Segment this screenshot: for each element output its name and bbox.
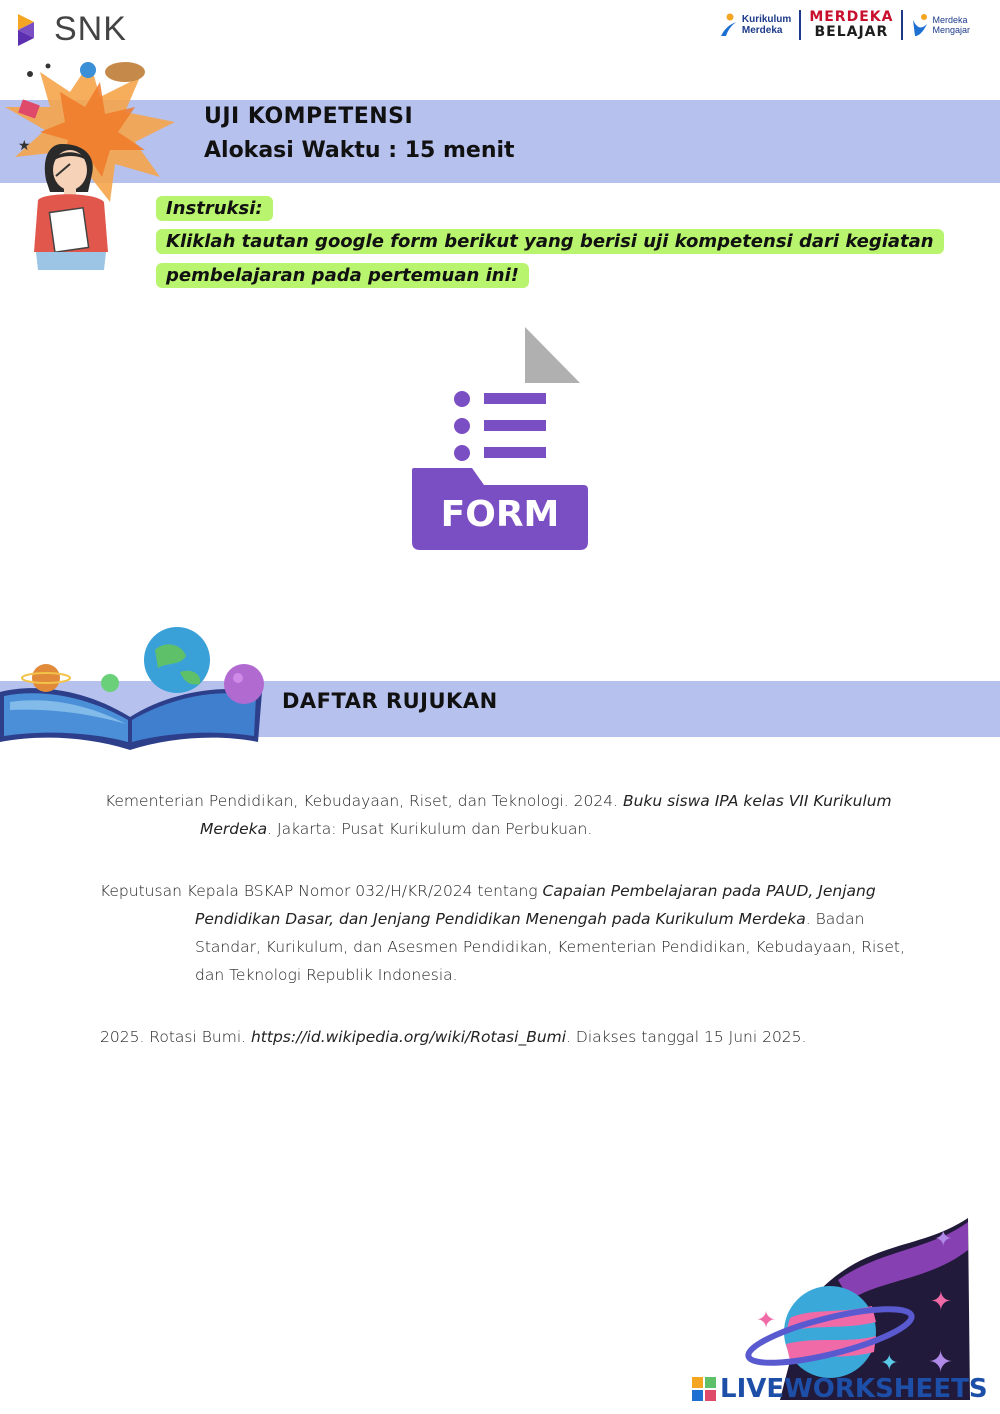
- reference-item: Keputusan Kepala BSKAP Nomor 032/H/KR/2024 tentang Capaian Pembelajaran pada PAUD, Jenjang Pendidikan Dasar, dan Jenjang Pendidikan Menengah pada Kurikulum Merdeka. Badan Standar, Kurikulum, dan Asesmen Pendidikan, Kementerian Pendidikan, Kebudayaan, Riset, dan Teknologi Republik Indonesia.: [100, 882, 905, 984]
- kurikulum-merdeka-logo: Kurikulum Merdeka: [718, 12, 791, 38]
- space-planet-illustration: [720, 1210, 980, 1400]
- svg-text:✦: ✦: [930, 1287, 952, 1317]
- references-title: DAFTAR RUJUKAN: [282, 689, 498, 713]
- reference-item: 2025. Rotasi Bumi. https://id.wikipedia.org/wiki/Rotasi_Bumi. Diakses tanggal 15 Juni 2025.: [100, 1028, 807, 1046]
- header-logos: [718, 6, 970, 44]
- merdeka-mengajar-icon: [911, 12, 929, 38]
- merdeka-belajar-logo: MERDEKA BELAJAR: [809, 9, 894, 40]
- page-title: UJI KOMPETENSI: [204, 104, 414, 129]
- svg-text:✦: ✦: [756, 1306, 777, 1334]
- reference-url[interactable]: https://id.wikipedia.org/wiki/Rotasi_Bumi: [250, 1028, 567, 1046]
- instruction-text-line1: Kliklah tautan google form berikut yang berisi uji kompetensi dari kegiatan: [156, 229, 944, 254]
- liveworksheets-icon: [692, 1377, 716, 1401]
- merdeka-mengajar-logo: Merdeka Mengajar: [911, 12, 970, 38]
- form-label: FORM: [440, 494, 560, 535]
- svg-text:✦: ✦: [934, 1227, 953, 1252]
- snk-logo: [14, 6, 134, 52]
- svg-text:✦: ✦: [928, 1345, 954, 1380]
- kurikulum-merdeka-icon: [718, 12, 738, 38]
- snk-logo-text: SNK: [54, 9, 127, 48]
- logo-separator: [799, 10, 801, 40]
- open-book-planets-illustration: [0, 622, 275, 752]
- instruction-label: Instruksi:: [156, 196, 273, 221]
- time-allocation: Alokasi Waktu : 15 menit: [204, 138, 515, 163]
- instruction-text-line2: pembelajaran pada pertemuan ini!: [156, 263, 529, 288]
- svg-text:★: ★: [18, 138, 31, 154]
- liveworksheets-watermark: [692, 1374, 988, 1404]
- watermark-text: LIVEWORKSHEETS: [720, 1374, 988, 1404]
- reference-item: Kementerian Pendidikan, Kebudayaan, Riset, dan Teknologi. 2024. Buku siswa IPA kelas VII Kurikulum Merdeka. Jakarta: Pusat Kurikulum dan Perbukuan.: [105, 792, 892, 838]
- svg-text:✦: ✦: [880, 1351, 899, 1376]
- logo-separator: [901, 10, 903, 40]
- snk-logo-icon: [14, 8, 50, 50]
